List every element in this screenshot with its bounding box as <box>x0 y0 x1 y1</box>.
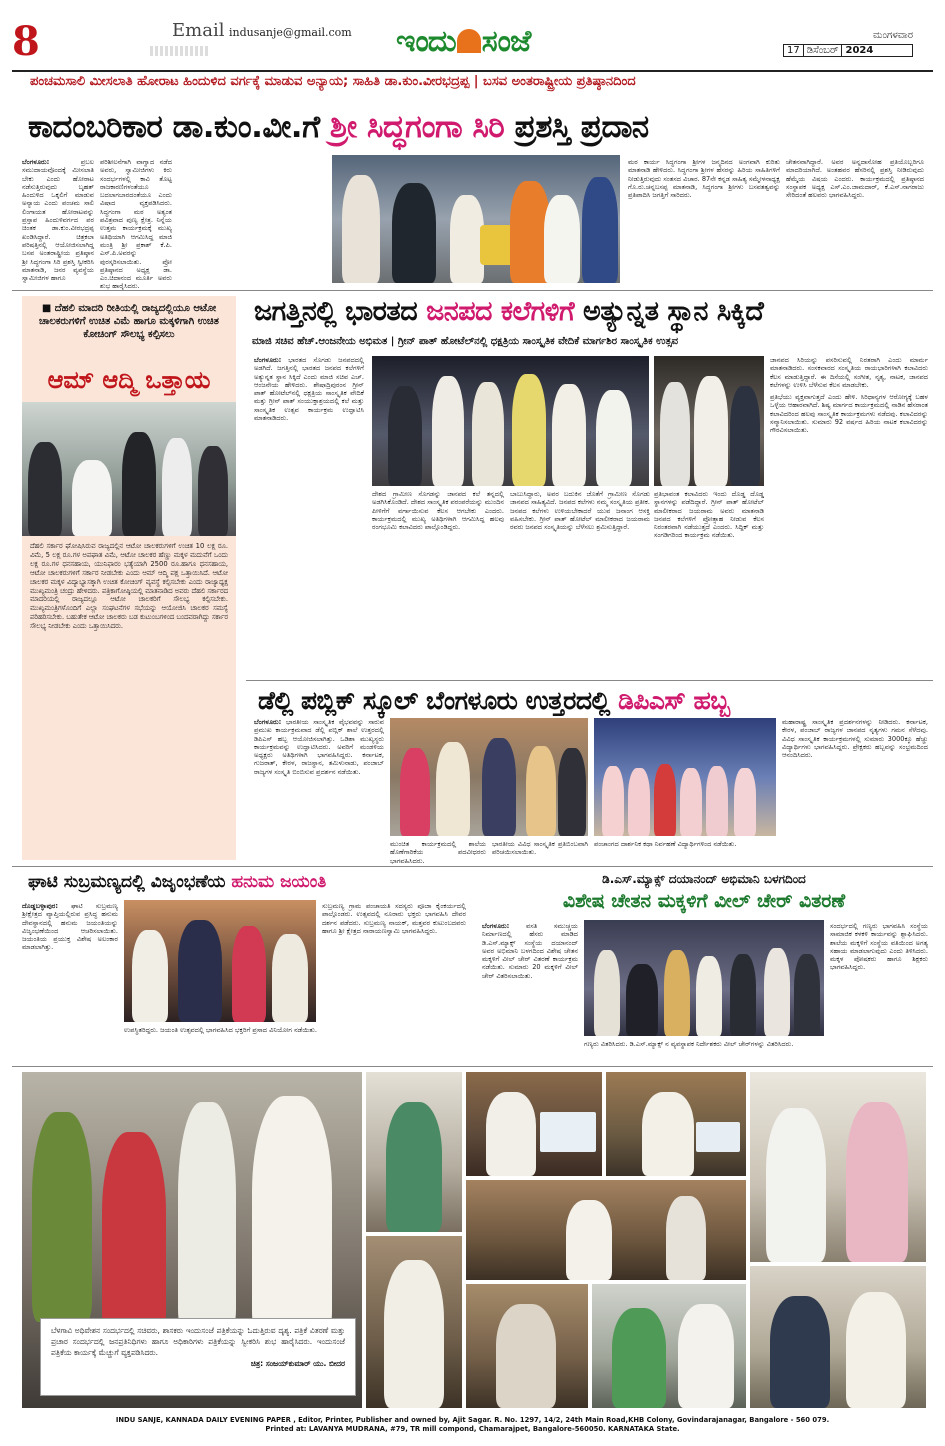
story2-col6-text: ಪ್ರತಿಭೆಯು ವ್ಯಕ್ತವಾಗುತ್ತದೆ ಎಂದು ಹೇಳಿ. ಸಿರಿಧಾನ್ಯಗಳ ಆರೋಗ್ಯಕ್ಕೆ ಬಹಳ ಒಳ್ಳೆಯ ಆಹಾರವಾಗಿದೆ. ಶಿಷ್ಯ ಮಾರ್ಗದ ಕಾರ್ಯಕ್ರಮದಲ್ಲಿ ನಾಡಿನ ಹೆಸರಾಂತ ಕಲಾವಿದರಿಂದ ಹಲವು ಸಾಂಸ್ಕೃತಿಕ ಕಾರ್ಯಕ್ರಮಗಳು ನಡೆದವು. ಕಲಾವಿದರನ್ನು ಸನ್ಮಾನಿಸಲಾಯಿತು. ಸುಮಾರು 92 ವರ್ಷದ ಹಿರಿಯ ನಾಟಕ ಕಲಾವಿದರನ್ನು ಗೌರವಿಸಲಾಯಿತು. <box>770 393 928 435</box>
story5-kicker: ಡಿ.ಎಸ್.ಮ್ಯಾಕ್ಸ್ ದಯಾನಂದ್ ಅಭಿಮಾನಿ ಬಳಗದಿಂದ <box>602 872 806 886</box>
date-day: 17 <box>787 45 800 56</box>
story1-col4-text: ಚೇತನವಾಗಿದ್ದಾರೆ. ಅವರ ಅನ್ನದಾಸೋಹ ಪ್ರತಿಯೊಬ್ಬರಿಗೂ ಮಾದರಿಯಾಗಿದೆ. ಅಂತಹವರ ಹೆಸರಿನಲ್ಲಿ ಪ್ರಶಸ್ತಿ ನೀಡಿರುವುದು ಹೆಮ್ಮೆಯ ವಿಷಯ ಎಂದರು. ಕಾರ್ಯಕ್ರಮದಲ್ಲಿ ಪ್ರತಿಷ್ಠಾನದ ಸಂಸ್ಥಾಪಕ ಅಧ್ಯಕ್ಷ ಎಸ್.ಎಂ.ಜಾಮದಾರ್, ಕೆ.ಎಸ್.ನಾಗರಾಜು ಸೇರಿದಂತೆ ಹಲವರು ಭಾಗವಹಿಸಿದ್ದರು. <box>786 158 924 200</box>
email-label: Email <box>172 20 225 41</box>
story1-bottom-rule <box>12 290 933 291</box>
masthead-decoration <box>150 46 210 56</box>
story2-subhead: ಮಾಜಿ ಸಚಿವ ಹೆಚ್.ಆಂಜನೇಯ ಅಭಿಮತ | ಗ್ರೀನ್ ಪಾತ್ ಹೋಟೆಲ್‌ನಲ್ಲಿ ಧಕ್ಷತ್ರಿಯ ಸಾಂಸ್ಕೃತಿಕ ವೇದಿಕೆ ಮಾರ್ಗಶಿರ ಸಾಂಸ್ಕೃತಿಕ ಉತ್ಸವ <box>252 336 679 347</box>
story2-col3-text: ಬಾಬುಸಿದ್ದಾರು, ಅವರ ಬದುಕಿನ ಜೊತೆಗೆ ಗ್ರಾಮೀಣ ಸೊಗಡು ಜಾನಪದ ಸಾಹಿತ್ಯವಿದೆ. ಜನಪದ ಕಲೆಗಳು ನಮ್ಮ ಸಂಸ್ಕೃತಿಯ ಪ್ರತೀಕ. ಜನಪದ ಕಲೆಗಳು ಉಳಿಯಬೇಕಾದರೆ ಯುವ ಜನಾಂಗ ಆಸಕ್ತಿ ವಹಿಸಬೇಕು. ಗ್ರೀನ್ ಪಾತ್ ಹೋಟೆಲ್ ಮಾಲೀಕರಾದ ಜಯರಾಮ ರವರು ಜನಪದ ಸಂಸ್ಕೃತಿಯನ್ನು ಬೆಳೆಸಲು ಶ್ರಮಿಸುತ್ತಿದ್ದಾರೆ. <box>510 490 650 532</box>
story1-headline-part3: ಪ್ರಶಸ್ತಿ ಪ್ರದಾನ <box>504 109 649 145</box>
story4-col3-text: ಉಪಸ್ಥಿತರಿದ್ದರು. ಜಯಂತಿ ಉತ್ಸವದಲ್ಲಿ ಭಾಗವಹಿಸಿದ ಭಕ್ತರಿಗೆ ಪ್ರಸಾದ ವಿನಿಯೋಗ ನಡೆಯಿತು. <box>124 1026 317 1034</box>
story5-dateline: ಬೆಂಗಳೂರು: <box>482 922 510 930</box>
story5-photo <box>584 920 824 1036</box>
story1-photo <box>332 155 620 283</box>
story1-column-3 <box>628 158 780 278</box>
story2-col2-text: ದೇಶದ ಗ್ರಾಮೀಣ ಸೊಗಡನ್ನು ಜಾನಪದ ಕಲೆ ತನ್ನದಲ್ಲಿ ಅಡಗಿಸಿಕೊಂಡಿದೆ. ದೇಶದ ಸಾಂಸ್ಕೃತಿಕ ಪರಂಪರೆಯನ್ನು ಮುಂದಿನ ಪೀಳಿಗೆಗೆ ವರ್ಗಾಯಿಸುವ ಕೆಲಸ ಆಗಬೇಕು ಎಂದರು. ಕಾರ್ಯಕ್ರಮದಲ್ಲಿ ಮುಖ್ಯ ಅತಿಥಿಗಳಾಗಿ ಆಗಮಿಸಿದ್ದ ಹಲವು ರಂಗಭೂಮಿ ಕಲಾವಿದರು ಪಾಲ್ಗೊಂಡಿದ್ದರು. <box>372 490 504 532</box>
story2-column-4 <box>654 490 764 680</box>
story1-column-1 <box>22 158 94 283</box>
story2-column-2 <box>372 490 504 680</box>
story1-headline <box>28 109 918 146</box>
story3-dateline: ಬೆಂಗಳೂರು: <box>254 718 282 726</box>
story2-headline-part1: ಜಗತ್ತಿನಲ್ಲಿ ಭಾರತದ <box>254 296 427 327</box>
date-row <box>783 44 913 57</box>
story5-column-3 <box>830 922 928 1062</box>
story5-bottom-rule <box>12 1066 933 1067</box>
story1-column-2 <box>100 158 172 291</box>
collage-caption <box>40 1318 356 1396</box>
aap-photo <box>22 402 236 536</box>
story3-headline-part1: ಡೆಲ್ಲಿ ಪಬ್ಲಿಕ್ ಸ್ಕೂಲ್ ಬೆಂಗಳೂರು ಉತ್ತರದಲ್ಲಿ <box>258 686 619 715</box>
story4-headline <box>28 872 468 892</box>
story5-column-2 <box>584 1040 824 1064</box>
story3-photo-2 <box>594 718 776 836</box>
story2-headline-part3: ಅತ್ಯುನ್ನತ ಸ್ಥಾನ ಸಿಕ್ಕಿದೆ <box>574 296 764 327</box>
imprint-footer <box>0 1416 945 1446</box>
story5-col3-text: ಸಂದರ್ಭದಲ್ಲಿ ಗಣ್ಯರು ಭಾಗವಹಿಸಿ ಸಂಸ್ಥೆಯ ಸಾಮಾಜಿಕ ಕಳಕಳಿ ಕಾರ್ಯವನ್ನು ಶ್ಲಾಘಿಸಿದರು. ಶಾಲೆಯ ಮಕ್ಕಳಿಗೆ ಸಂಸ್ಥೆಯ ವತಿಯಿಂದ ಅಗತ್ಯ ಸಹಾಯ ಮಾಡಲಾಗುವುದು ಎಂದು ತಿಳಿಸಿದರು. ಮಕ್ಕಳ ಪೋಷಕರು ಹಾಗೂ ಶಿಕ್ಷಕರು ಭಾಗವಹಿಸಿದ್ದರು. <box>830 922 928 972</box>
email-address: indusanje@gmail.com <box>229 26 352 39</box>
story2-column-1 <box>254 356 364 676</box>
story2-col5-text: ಜಾನಪದ ಸಿರಿಯನ್ನು ಪಸರಿಸುವಲ್ಲಿ ನಿರತರಾಗಿ ಎಂದು ಮಾರ್ಮ ಮಾತನಾಡಿದರು. ಸಂಸಕವಾರದ ಸಂಸ್ಕೃತಿಯ ರಾಯಭಾರಿಗಳಾಗಿ ಕಲಾವಿದರು ಕೆಲಸ ಮಾಡುತ್ತಿದ್ದಾರೆ. ಈ ದಿಸೆಯಲ್ಲಿ ಸಂಗೀತ, ನೃತ್ಯ, ನಾಟಕ, ಜಾನಪದ ಕಲೆಗಳನ್ನು ಉಳಿಸಿ ಬೆಳೆಸುವ ಕೆಲಸ ಮಾಡಬೇಕು. <box>770 356 928 389</box>
collage-caption-credit: ಚಿತ್ರ: ಸಂಜಯ್‌ಕುಮಾರ್ ಯು. ಬೀದರ <box>250 1359 345 1368</box>
story3-col4-text: ಪಂಚಾಂಗದ ದಾರ್ಶನಿಕ ಕಥಾ ನಿರ್ವಹಣೆ ವಿದ್ಯಾರ್ಥಿಗಳಿಂದ ನಡೆಯಿತು. <box>594 840 737 848</box>
masthead-rule <box>12 70 933 72</box>
story2-headline-highlight: ಜನಪದ ಕಲೆಗಳಿಗೆ <box>426 296 575 327</box>
story3-column-2 <box>390 840 486 865</box>
collage-photo-10 <box>750 1266 926 1408</box>
story2-dateline: ಬೆಂಗಳೂರು: <box>254 356 282 364</box>
aap-body: ದೆಹಲಿ ಸರ್ಕಾರ ಘೋಷಿಸಿರುವ ರಾಜ್ಯದಲ್ಲಿನ ಆಟೋ ಚಾಲಕರುಗಳಿಗೆ ಉಚಿತ 10 ಲಕ್ಷ ರೂ. ವಿಮೆ, 5 ಲಕ್ಷ ರೂ.ಗಳ ಅಪಘಾತ ವಿಮೆ, ಆಟೋ ಚಾಲಕರ ಹೆಣ್ಣು ಮಕ್ಕಳ ಮದುವೆಗೆ ಒಂದು ಲಕ್ಷ ರೂ.ಗಳ ಧನಸಹಾಯ, ಯುನಿಫಾರಂ ಭತ್ಯೆಯಾಗಿ 2500 ರೂ.ಹಾಗೂ ಧನಸಹಾಯ, ಆಟೋ ಚಾಲಕರುಗಳಿಗೆ ಸರ್ಕಾರ ನೀಡಬೇಕು ಎಂದು ಆಮ್ ಆದ್ಮಿ ಪಕ್ಷ ಒತ್ತಾಯಿಸಿದೆ. ಆಟೋ ಚಾಲಕರ ಮಕ್ಕಳ ವಿದ್ಯಾಭ್ಯಾಸಕ್ಕಾಗಿ ಉಚಿತ ಕೋಚಿಂಗ್ ವ್ಯವಸ್ಥೆ ಕಲ್ಪಿಸಬೇಕು ಎಂದು ರಾಜ್ಯಾಧ್ಯಕ್ಷ ಮುಖ್ಯಮಂತ್ರಿ ಚಂದ್ರು ಹೇಳಿದರು. ಪತ್ರಿಕಾಗೋಷ್ಠಿಯಲ್ಲಿ ಮಾತನಾಡಿದ ಅವರು ದೆಹಲಿ ಸರ್ಕಾರದ ಮಾದರಿಯಲ್ಲಿ ರಾಜ್ಯದಲ್ಲೂ ಆಟೋ ಚಾಲಕರಿಗೆ ಸೌಲಭ್ಯ ಕಲ್ಪಿಸಬೇಕು. ಮುಖ್ಯಮಂತ್ರಿಗಳೊಂದಿಗೆ ಎಲ್ಲಾ ಸಂಘಟನೆಗಳ ಸಭೆಯನ್ನು ಆಯೋಜಿಸಿ ಚಾಲಕರ ಸಮಸ್ಯೆ ಪರಿಹರಿಸಬೇಕು. ಬಹುತೇಕ ಆಟೋ ಚಾಲಕರು ಬಡ ಕುಟುಂಬಗಳಿಂದ ಬಂದವರಾಗಿದ್ದು ಸರ್ಕಾರ ಸೌಲಭ್ಯ ನೀಡಬೇಕು ಎಂದು ಒತ್ತಾಯಿಸಿದರು. <box>30 542 228 631</box>
story1-col2-text: ಪರಿಶೀಲನೆಗಾಗಿ ವಾಗ್ವಾದ ನಡೆದ ಅವರು, ಸ್ವಾಮೀಜಿಗಳು ಕಿರು ಸಂದರ್ಭಗಳಲ್ಲಿ ಕಾವಿ ತೊಟ್ಟ ರಾಜಕಾರಣಿಗಳಂತೆಯೂ ಬದಲಾಗಬಾರದಂತೆಯೂ ಎಂದು ವಿಷಾದ ವ್ಯಕ್ತಪಡಿಸಿದರು. ಸಿದ್ಧಗಂಗಾ ಮಠ ಅತ್ಯಂತ ಪವಿತ್ರವಾದ ಪುಣ್ಯ ಕ್ಷೇತ್ರ. ನಿನ್ನೆಯ ಉತ್ತಮ ಕಾರ್ಯಕ್ರಮಕ್ಕೆ ಮುಖ್ಯ ಅತಿಥಿಯಾಗಿ ಆಗಮಿಸಿದ್ದ ಮಾಜಿ ಮಂತ್ರಿ ಶ್ರೀ ಪ್ರಕಾಶ್ ಕೆ.ಪಿ. ಎಸ್.ಪಿ.ಅವರನ್ನು ಪುರಸ್ಕರಿಸಲಾಯಿತು. ಪ್ರೋ ಪ್ರತಿಷ್ಠಾನದ ಅಧ್ಯಕ್ಷ ಡಾ. ಎಂ.ಚಿದಾನಂದ ಮೂರ್ತಿ ಅವರು ಶುಭ ಹಾರೈಸಿದರು. <box>100 158 172 291</box>
story1-column-4 <box>786 158 924 278</box>
weekday: ಮಂಗಳವಾರ <box>872 30 913 41</box>
collage-photo-2 <box>366 1072 462 1232</box>
story3-column-4 <box>594 840 776 860</box>
story3-col5-text: ಮಹಾರಾಷ್ಟ್ರ ಸಾಂಸ್ಕೃತಿಕ ಪ್ರದರ್ಶನಗಳನ್ನು ನೀಡಿದರು. ಕರ್ನಾಟಕ, ಕೇರಳ, ಪಂಜಾಬ್ ರಾಜ್ಯಗಳ ಜಾನಪದ ನೃತ್ಯಗಳು ಗಮನ ಸೆಳೆದವು. ವಿವಿಧ ಸಾಂಸ್ಕೃತಿಕ ಕಾರ್ಯಕ್ರಮಗಳಲ್ಲಿ ಸುಮಾರು 3000ಕ್ಕೂ ಹೆಚ್ಚು ವಿದ್ಯಾರ್ಥಿಗಳು ಭಾಗವಹಿಸಿದ್ದರು. ಪ್ರೇಕ್ಷಕರು ಹಬ್ಬವನ್ನು ಸಂಭ್ರಮದಿಂದ ಆನಂದಿಸಿದರು. <box>782 718 928 760</box>
story4-dateline: ದೊಡ್ಡಬಳ್ಳಾಪುರ: <box>22 902 58 910</box>
aap-headline: ಆಮ್ ಆದ್ಮಿ ಒತ್ತಾಯ <box>47 366 211 394</box>
collage-caption-text: ಬೆಳಗಾವಿ ಅಧಿವೇಶನ ಸಂದರ್ಭದಲ್ಲಿ ಸಚಿವರು, ಶಾಸಕರು ಇಂದುಸಂಜೆ ಪತ್ರಿಕೆಯನ್ನು ಓದುತ್ತಿರುವ ದೃಶ್ಯ. ಪತ್ರಿಕೆ ವಿತರಣೆ ಮತ್ತು ಪ್ರಚಾರ ಸಂದರ್ಭದಲ್ಲಿ ಜನಪ್ರತಿನಿಧಿಗಳು ಹಾಗೂ ಅಧಿಕಾರಿಗಳು ಪತ್ರಿಕೆಯನ್ನು ಸ್ವೀಕರಿಸಿ ಶುಭ ಹಾರೈಸಿದರು. ಇಂದುಸಂಜೆ ಪತ್ರಿಕೆಯ ಕಾರ್ಯಕ್ಕೆ ಮೆಚ್ಚುಗೆ ವ್ಯಕ್ತಪಡಿಸಿದರು. <box>51 1326 345 1357</box>
story3-column-5 <box>782 718 928 860</box>
logo-right-text: ಸಂಜೆ <box>481 24 531 59</box>
story3-photo-1 <box>390 718 588 836</box>
story1-headline-highlight: ಶ್ರೀ ಸಿದ್ಧಗಂಗಾ ಸಿರಿ <box>329 109 505 145</box>
story4-col2-text: ಸುಬ್ರಮಣ್ಯ ಗ್ರಾಮ ಪಂಚಾಯತಿ ಸದಸ್ಯರು ಪೂಜಾ ಕೈಂಕರ್ಯದಲ್ಲಿ ಪಾಲ್ಗೊಂಡರು. ಉತ್ಸವದಲ್ಲಿ ನೂರಾರು ಭಕ್ತರು ಭಾಗವಹಿಸಿ ದೇವರ ದರ್ಶನ ಪಡೆದರು. ಸುಬ್ರಮಣ್ಯ ನಾಯಕ್, ಮತ್ತವರ ಕುಟುಂಬದವರು ಹಾಗೂ ಶ್ರೀ ಕ್ಷೇತ್ರದ ನಾರಾಯಣಸ್ವಾಮಿ ಭಾಗವಹಿಸಿದ್ದರು. <box>322 902 466 935</box>
story2-photo <box>372 356 649 486</box>
story1-dateline: ಬೆಂಗಳೂರು: <box>22 158 50 166</box>
logo-left-text: ಇಂದು <box>396 24 456 59</box>
collage-photo-6 <box>466 1180 746 1280</box>
story2-headline <box>254 296 934 328</box>
story2-column-5 <box>770 356 928 680</box>
story2-bottom-rule <box>246 680 933 681</box>
story2-col4-text: ಪ್ರತಿಭಾವಂತ ಕಲಾವಿದರು ಇಂದು ದೊಡ್ಡ ದೊಡ್ಡ ಸ್ಥಾನಗಳನ್ನು ಪಡೆದಿದ್ದಾರೆ. ಗ್ರೀನ್ ಪಾತ್ ಹೋಟೆಲ್ ಮಾಲೀಕರಾದ ಜಯರಾಮ ಅವರು ಮಾತನಾಡಿ ಜನಪದ ಕಲೆಗಳಿಗೆ ಪ್ರೋತ್ಸಾಹ ನೀಡುವ ಕೆಲಸ ನಿರಂತರವಾಗಿ ನಡೆಯುತ್ತದೆ ಎಂದರು. ಸಿದ್ದಿಕ್ ಮತ್ತು ಸಂಗಡಿಗರಿಂದ ಕಾರ್ಯಕ್ರಮ ನಡೆಯಿತು. <box>654 490 764 540</box>
story3-column-1 <box>254 718 384 858</box>
story5-col2-text: ಗಣ್ಯರು ವಿತರಿಸಿದರು. ಡಿ.ಎಸ್.ಮ್ಯಾಕ್ಸ್ ನ ವ್ಯವಸ್ಥಾಪಕ ನಿರ್ದೇಶಕರು ವೀಲ್ ಚೇರ್‌ಗಳನ್ನು ವಿತರಿಸಿದರು. <box>584 1040 794 1048</box>
story3-col2-text: ಮುಂಚಿತ ಕಾರ್ಯಕ್ರಮದಲ್ಲಿ ಶಾಲೆಯ ಹೊಣೆಗಾರಿಕೆಯ ಪದವೀಧರರು ಭಾಗವಹಿಸಿದರು. <box>390 840 486 865</box>
dateline-box <box>783 30 913 57</box>
aap-note: ■ ದೆಹಲಿ ಮಾದರಿ ರೀತಿಯಲ್ಲಿ ರಾಜ್ಯದಲ್ಲಿಯೂ ಆಟೋ ಚಾಲಕರುಗಳಿಗೆ ಉಚಿತ ವಿಮೆ ಹಾಗೂ ಮಕ್ಕಳಿಗಾಗಿ ಉಚಿತ ಕೋಚಿಂಗ್ ಸೌಲಭ್ಯ ಕಲ್ಪಿಸಲು <box>39 303 219 340</box>
story3-headline <box>258 686 934 716</box>
sun-logo-icon <box>457 29 481 53</box>
imprint-line-2: Printed at: LAVANYA MUDRANA, #79, TR mill compond, Chamarajpet, Bangalore-560050. KARNATAKA State. <box>265 1425 680 1433</box>
story2-column-3 <box>510 490 650 680</box>
story3-column-3 <box>492 840 588 860</box>
date-month: ಡಿಸೆಂಬರ್ <box>803 45 842 56</box>
collage-photo-5 <box>750 1072 926 1262</box>
story4-photo <box>124 900 316 1022</box>
story3-bottom-rule <box>12 866 933 867</box>
story1-kicker: ಪಂಚಮಸಾಲಿ ಮೀಸಲಾತಿ ಹೋರಾಟ ಹಿಂದುಳಿದ ವರ್ಗಕ್ಕೆ ಮಾಡುವ ಅನ್ಯಾಯ; ಸಾಹಿತಿ ಡಾ.ಕುಂ.ವೀರಭದ್ರಪ್ಪ | ಬಸವ ಅಂತರಾಷ್ಟ್ರೀಯ ಪ್ರತಿಷ್ಠಾನದಿಂದ <box>30 74 636 89</box>
story4-column-2 <box>322 902 466 1022</box>
story3-col1-text: ಭಾರತೀಯ ಸಾಂಸ್ಕೃತಿಕ ವೈಭವವನ್ನು ಸಾರುವ ಪ್ರಮುಖ ಕಾರ್ಯಕ್ರಮವಾದ ಡೆಲ್ಲಿ ಪಬ್ಲಿಕ್ ಶಾಲೆ ಉತ್ತರದಲ್ಲಿ ಡಿಪಿಎಸ್ ಹಬ್ಬ ಆಯೋಜಿಸಲಾಗಿತ್ತು. ಒಡಿಶಾ ಮುಖ್ಯಸ್ಥರು ಕಾರ್ಯಕ್ರಮವನ್ನು ಉದ್ಘಾಟಿಸಿದರು. ಅವರಿಗೆ ಮಂಡಳಿಯ ಅಧ್ಯಕ್ಷರು ಅತಿಥಿಗಳಾಗಿ ಭಾಗವಹಿಸಿದ್ದರು. ಕರ್ನಾಟಕ, ಗುಜರಾತ್, ಕೇರಳ, ರಾಜಸ್ಥಾನ, ತಮಿಳುನಾಡು, ಪಂಜಾಬ್ ರಾಜ್ಯಗಳ ಸಂಸ್ಕೃತಿ ಬಿಂಬಿಸುವ ಪ್ರದರ್ಶನ ನಡೆಯಿತು. <box>254 718 384 776</box>
collage-photo-9 <box>592 1284 746 1408</box>
story1-col3-text: ಮಠ ಕಾರ್ಯ ಸಿದ್ಧಗಂಗಾ ಶ್ರೀಗಳ ಜನ್ಮದಿನದ ಅಂಗವಾಗಿ ಕುರಿತು ಮಾತನಾಡಿ ಹೇಳಿದರು. ಸಿದ್ಧಗಂಗಾ ಶ್ರೀಗಳ ಹೆಸರನ್ನು ಹಿರಿಯ ಸಾಹಿತಿಗಳಿಗೆ ನೀಡುತ್ತಿರುವುದು ಸಂತಸದ ವಿಚಾರ. 87ನೇ ಕನ್ನಡ ಸಾಹಿತ್ಯ ಸಮ್ಮೇಳನಾಧ್ಯಕ್ಷ ಗೊ.ರು.ಚನ್ನಬಸಪ್ಪ ಮಾತನಾಡಿ, ಸಿದ್ಧಗಂಗಾ ಶ್ರೀಗಳು ಬಸವತತ್ವವನ್ನು ಪ್ರತಿಪಾದಿಸಿ ಜಗತ್ತಿಗೆ ಸಾರಿದರು. <box>628 158 781 200</box>
story4-col1-text: ಘಾಟಿ ಸುಬ್ರಮಣ್ಯ ಶ್ರೀಕ್ಷೇತ್ರದ ವ್ಯಾಪ್ತಿಯಲ್ಲಿರುವ ಪ್ರಸಿದ್ಧ ಹನುಮ ದೇವಸ್ಥಾನದಲ್ಲಿ ಹನುಮ ಜಯಂತಿಯನ್ನು ವಿಜೃಂಭಣೆಯಿಂದ ಆಚರಿಸಲಾಯಿತು. ಜಯಂತಿಯ ಪ್ರಯುಕ್ತ ವಿಶೇಷ ಅಲಂಕಾರ ಮಾಡಲಾಗಿತ್ತು. <box>22 902 118 952</box>
collage-photo-3 <box>466 1072 602 1176</box>
story4-column-1 <box>22 902 118 1062</box>
story2-photo-2 <box>654 356 764 486</box>
collage-photo-4 <box>606 1072 746 1176</box>
story4-headline-part1: ಘಾಟಿ ಸುಬ್ರಮಣ್ಯದಲ್ಲಿ ವಿಜೃಂಭಣೆಯ <box>28 872 232 892</box>
collage-photo-8 <box>466 1284 588 1408</box>
story1-col1-text: ಪ್ರಬಲ ಸಮುದಾಯವೊಂದಕ್ಕೆ ಮೀಸಲಾತಿ ಬೇಕು ಎಂದು ಹೋರಾಟ ನಡೆಸುತ್ತಿರುವುದು ಬೃಹತ್ ಹಿಂದುಳಿದ ಒಕ್ಕಲಿಗೆ ಮಾಡುವ ಅನ್ಯಾಯ ಎಂದು ಪಂಚಮ ಸಾಲಿ ಲಿಂಗಾಯತ ಹೋರಾಟವನ್ನು ಪ್ರಸ್ತಾಪ ಹಿಂದುಳಿವರ್ಗದ ಪರ ಚಿಂತಕ ಡಾ.ಕುಂ.ವೀರಭದ್ರಪ್ಪ ಖಂಡಿಸಿದ್ದಾರೆ. ಚಿತ್ರಕಲಾ ಪರಿಷತ್ತಿನಲ್ಲಿ ಆಯೋಜಿಸಲಾಗಿದ್ದ ಬಸವ ಅಂತರಾಷ್ಟ್ರೀಯ ಪ್ರತಿಷ್ಠಾನ ಶ್ರೀ ಸಿದ್ಧಗಂಗಾ ಸಿರಿ ಪ್ರಶಸ್ತಿ ಸ್ವೀಕರಿಸಿ ಮಾತನಾಡಿ, ಜನರ ವ್ಯವಸ್ಥೆಯ ಸ್ವಾಮೀಜಿಗಳ ಹಾಗೂ <box>22 158 94 283</box>
page-number: 8 <box>12 18 40 65</box>
logo <box>396 24 576 64</box>
story4-headline-highlight: ಹನುಮ ಜಯಂತಿ <box>231 872 327 892</box>
story4-column-3 <box>124 1026 466 1062</box>
aap-sidebox <box>22 296 236 860</box>
story1-headline-part1: ಕಾದಂಬರಿಕಾರ ಡಾ.ಕುಂ.ವೀ.ಗೆ <box>28 109 330 145</box>
imprint-line-1: INDU SANJE, KANNADA DAILY EVENING PAPER , Editor, Printer, Publisher and owned by, Ajit Sagar. R. No. 1297, 14/2, 24th Main Road,KHB Colony, Govindarajanagar, Bangalore - 560 079. <box>115 1416 830 1424</box>
story5-col1-text: ವಸತಿ ಸಮುಚ್ಚಯ ನಿರ್ಮಾಣದಲ್ಲಿ ಹೆಸರು ಮಾಡಿದ ಡಿ.ಎಸ್.ಮ್ಯಾಕ್ಸ್ ಸಂಸ್ಥೆಯ ದಯಾನಂದ್ ಅವರ ಅಭಿಮಾನಿ ಬಳಗದಿಂದ ವಿಶೇಷ ಚೇತನ ಮಕ್ಕಳಿಗೆ ವೀಲ್ ಚೇರ್ ವಿತರಣೆ ಕಾರ್ಯಕ್ರಮ ನಡೆಯಿತು. ಸುಮಾರು 20 ಮಕ್ಕಳಿಗೆ ವೀಲ್ ಚೇರ್ ವಿತರಿಸಲಾಯಿತು. <box>482 922 578 980</box>
story5-column-1 <box>482 922 578 1062</box>
story3-headline-highlight: ಡಿಪಿಎಸ್ ಹಬ್ಬ <box>618 686 730 715</box>
collage-photo-7 <box>366 1236 462 1408</box>
story3-col3-text: ಭಾರತೀಯ ವಿವಿಧ ಸಾಂಸ್ಕೃತಿಕ ಪ್ರತಿಬಿಂಬವಾಗಿ ಪರಿಚಯಿಸಲಾಯಿತು. <box>492 840 588 857</box>
story2-col1-text: ಭಾರತದ ಸೊಗಡು ಜನಪದದಲ್ಲಿ ಅಡಗಿದೆ. ಜಗತ್ತಿನಲ್ಲಿ ಭಾರತದ ಜನಪದ ಕಲೆಗಳಿಗೆ ಅತ್ಯುನ್ನತ ಸ್ಥಾನ ಸಿಕ್ಕಿದೆ ಎಂದು ಮಾಜಿ ಸಚಿವ ಎಚ್. ಆಂಜನೇಯ ಹೇಳಿದರು. ಶೇಷಾದ್ರಿಪುರಂನ ಗ್ರೀನ್ ಪಾತ್ ಹೋಟೆಲ್‌ನಲ್ಲಿ ಧಕ್ಷತ್ರಿಯ ಸಾಂಸ್ಕೃತಿಕ ವೇದಿಕೆ ಮತ್ತು ಗ್ರೀನ್ ಪಾತ್ ಸಂಯುಕ್ತಾಶ್ರಯದಲ್ಲಿ ಕಲೆ ಮತ್ತು ಸಾಂಸ್ಕೃತಿಕ ಉತ್ಸವ ಕಾರ್ಯಕ್ರಮ ಉದ್ಘಾಟಿಸಿ ಮಾತನಾಡಿದರು. <box>254 356 364 423</box>
date-year: 2024 <box>841 45 876 56</box>
story5-headline: ವಿಶೇಷ ಚೇತನ ಮಕ್ಕಳಿಗೆ ವೀಲ್ ಚೇರ್ ವಿತರಣೆ <box>562 890 846 912</box>
